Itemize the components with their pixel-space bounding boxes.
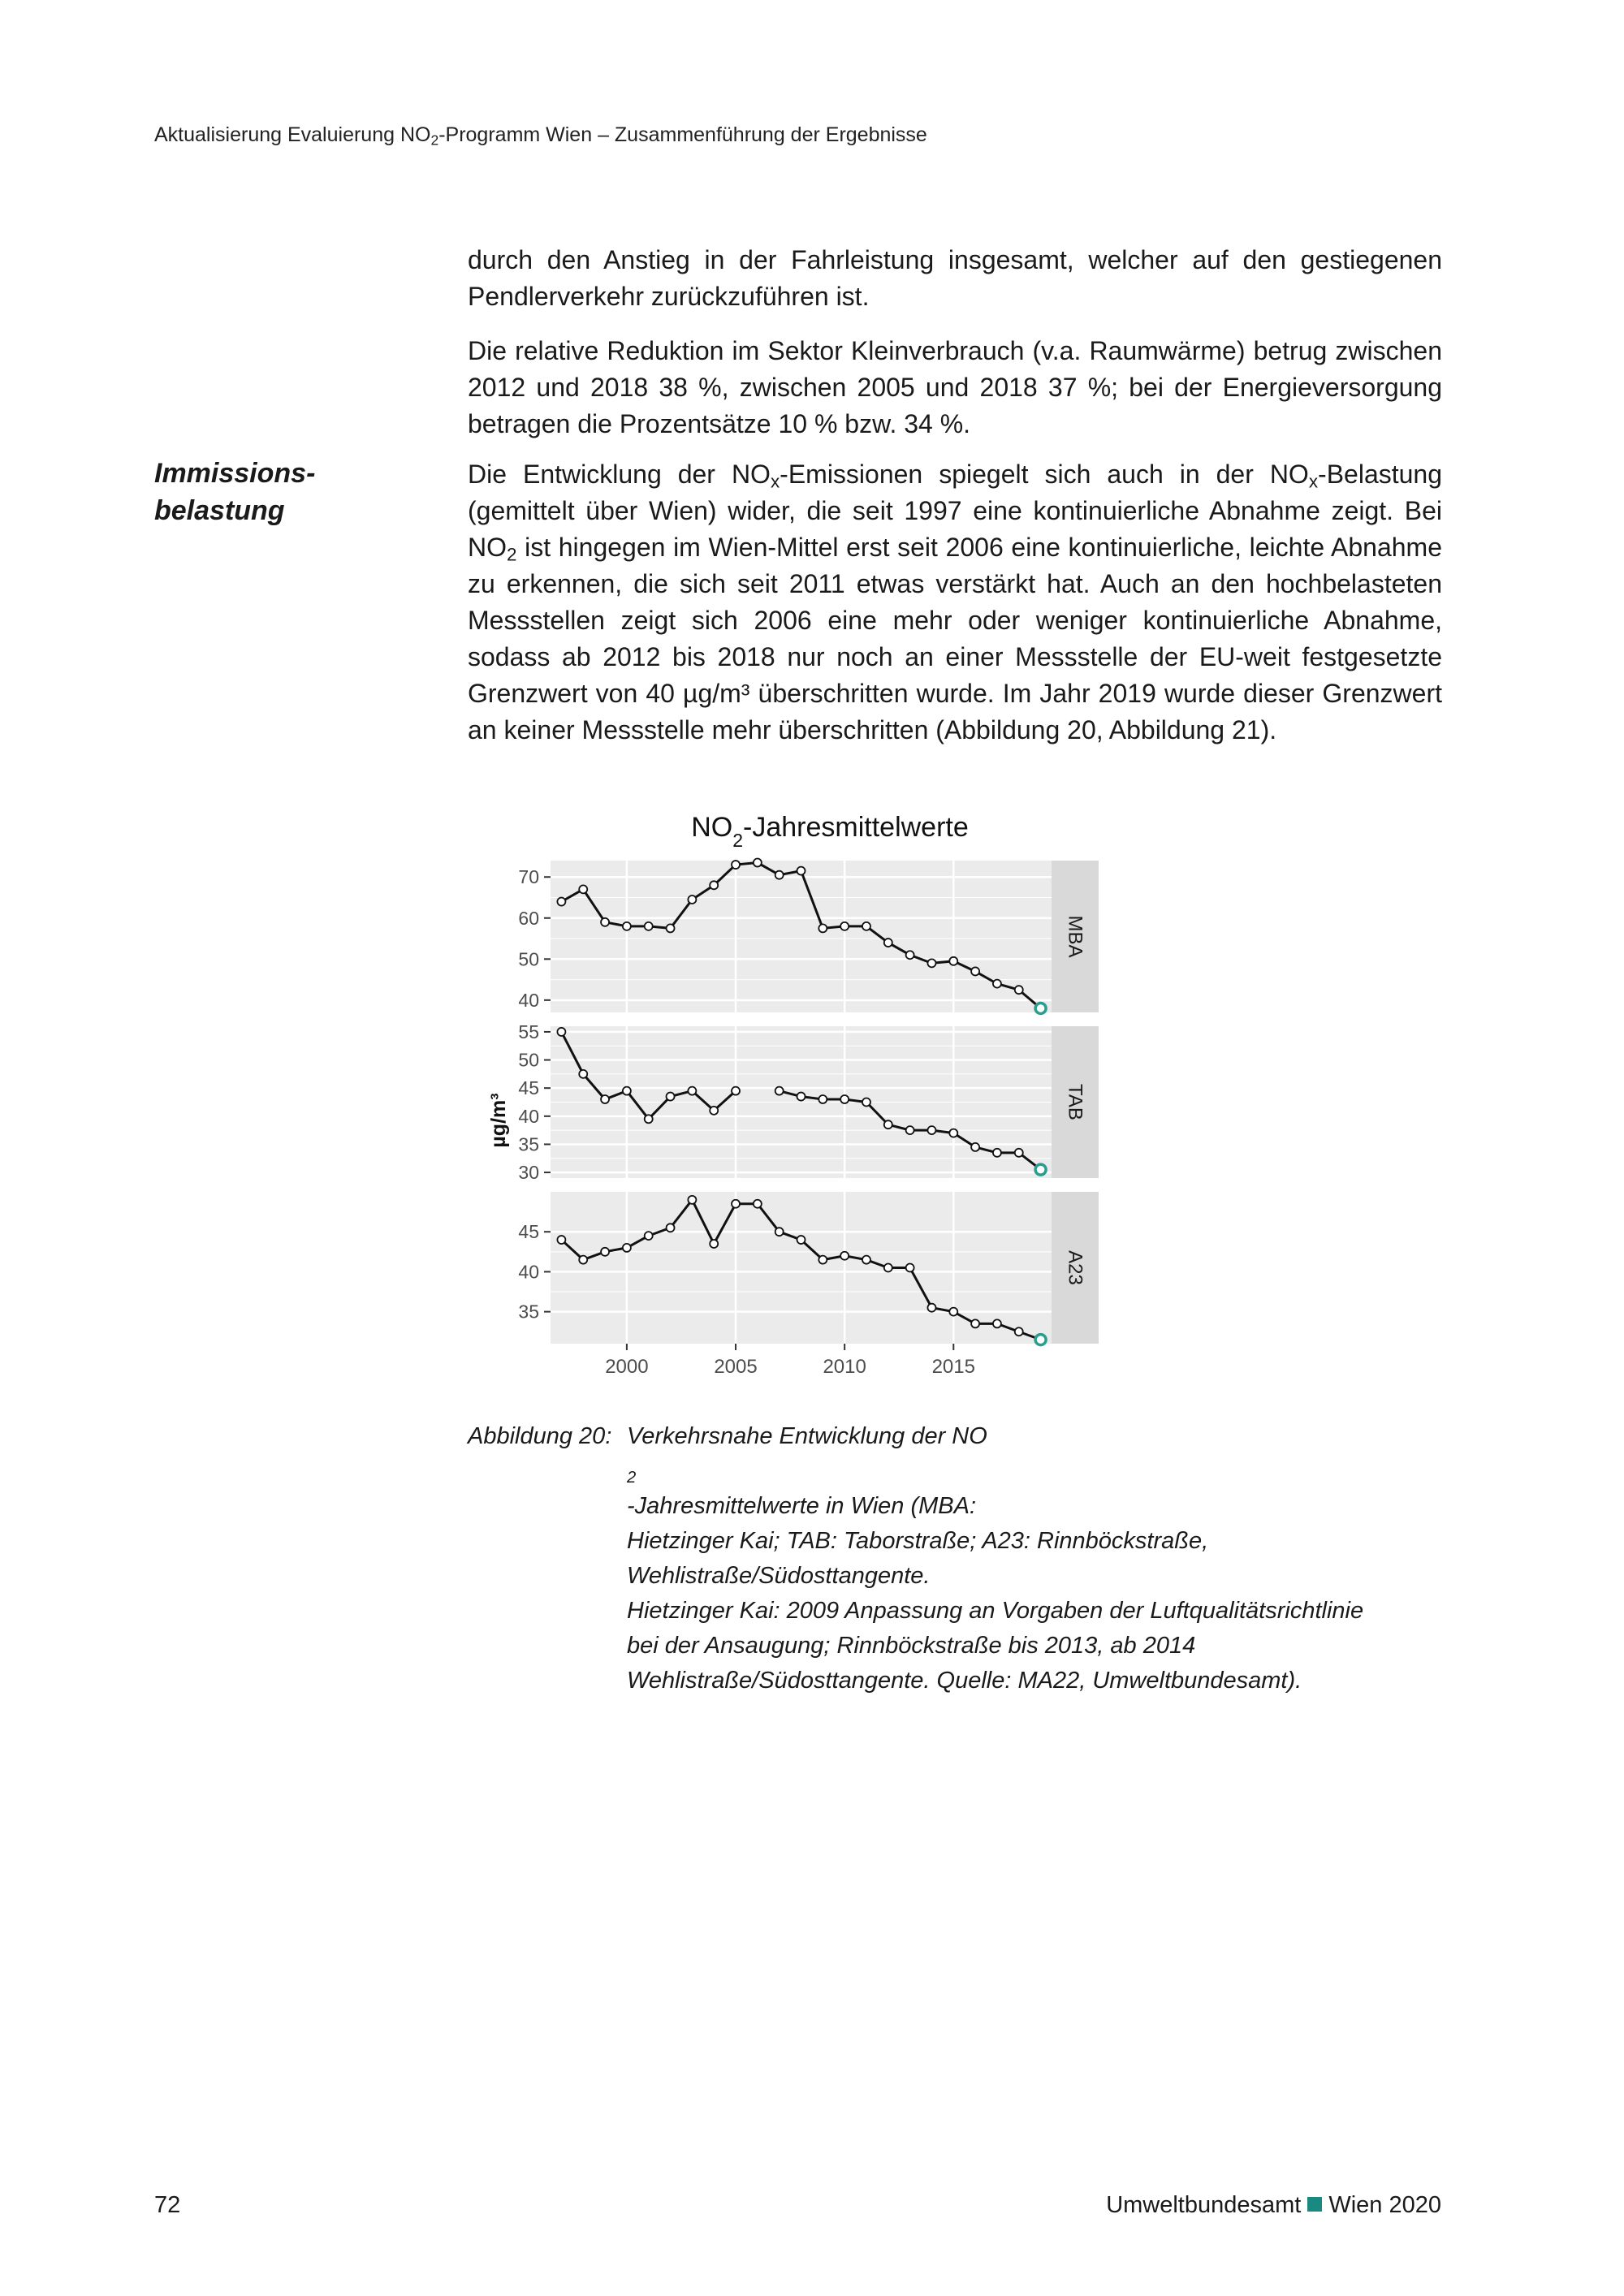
data-point-mba: [993, 980, 1001, 988]
no2-chart: [455, 800, 1153, 1384]
y-tick-label-a23: 40: [518, 1261, 539, 1283]
chart-panels: [518, 859, 1099, 1378]
data-point-a23: [688, 1196, 696, 1204]
data-point-tab: [579, 1070, 587, 1078]
caption-line-5: bei der Ansaugung; Rinnböckstraße bis 2013, ab 2014: [627, 1633, 1196, 1659]
margin-heading: [154, 455, 398, 529]
data-point-a23: [667, 1224, 675, 1232]
data-point-a23: [645, 1232, 653, 1240]
paragraph-2: Die relative Reduktion im Sektor Kleinverbrauch (v.a. Raumwärme) betrug zwischen 2012 und 2018 38 %, zwischen 2005 und 2018 37 %; bei der Energieversorgung betragen die Prozentsätze 10 % bzw. 34 %.: [468, 336, 1442, 438]
y-tick-label-mba: 70: [518, 866, 539, 888]
page-number: 72: [154, 2192, 181, 2218]
data-point-mba: [579, 885, 587, 893]
data-point-a23: [840, 1252, 849, 1260]
y-tick-label-a23: 45: [518, 1221, 539, 1243]
data-point-tab: [623, 1087, 631, 1095]
data-point-mba: [840, 922, 849, 930]
panel-label-mba: MBA: [1064, 915, 1086, 958]
x-tick-label: 2000: [605, 1356, 649, 1378]
data-point-tab: [862, 1098, 870, 1107]
running-header: [154, 123, 927, 147]
header-text-sub: 2: [430, 132, 439, 149]
p3-sub-d: x: [1308, 471, 1319, 492]
data-point-tab: [840, 1095, 849, 1103]
data-point-mba: [818, 924, 827, 932]
data-point-mba: [557, 898, 565, 906]
data-point-mba: [623, 922, 631, 930]
data-point-mba: [797, 867, 806, 875]
y-tick-label-mba: 50: [518, 948, 539, 970]
data-point-mba: [775, 871, 784, 879]
data-point-a23: [601, 1248, 609, 1256]
caption-text: [627, 1419, 1442, 1698]
data-point-tab: [557, 1028, 565, 1036]
data-point-tab: [884, 1120, 892, 1129]
data-point-mba: [688, 896, 696, 904]
data-point-a23: [1015, 1327, 1023, 1336]
caption-line-1b: 2: [627, 1469, 637, 1487]
y-tick-label-a23: 35: [518, 1301, 539, 1323]
data-point-a23: [949, 1308, 957, 1316]
data-point-tab: [993, 1149, 1001, 1157]
data-point-a23: [862, 1256, 870, 1264]
caption-line-1a: Verkehrsnahe Entwicklung der NO: [627, 1423, 987, 1449]
square-icon: [1307, 2197, 1322, 2212]
data-point-mba: [710, 881, 718, 889]
data-point-a23: [906, 1264, 914, 1272]
chart-svg: [455, 800, 1153, 1384]
data-point-mba: [1035, 1003, 1046, 1013]
chart-title-sub: 2: [732, 830, 744, 851]
margin-heading-line2: belastung: [154, 495, 285, 526]
data-point-tab: [688, 1087, 696, 1095]
caption-line-2: Hietzinger Kai; TAB: Taborstraße; A23: Rinnböckstraße,: [627, 1528, 1209, 1554]
data-point-a23: [971, 1319, 979, 1327]
paragraph-3: [468, 456, 1442, 749]
p3-part-g: ist hingegen im Wien-Mittel erst seit 2006 eine kontinuierliche, leichte Abnahme zu erkennen, die sich seit 2011 etwas verstärkt hat. Auch an den hochbelasteten Messstellen zeigt sich 2006 eine mehr oder weniger kontinuierliche Abnahme, sodass ab 2012 bis 2018 nur noch an einer Messstelle der EU-weit festgesetzte Grenzwert von 40 µg/m³ überschritten wurde. Im Jahr 2019 wurde dieser Grenzwert an keiner Messstelle mehr überschritten (Abbildung 20, Abbildung 21).: [468, 533, 1442, 744]
data-point-tab: [710, 1107, 718, 1115]
chart-title-main: NO: [691, 812, 733, 843]
data-point-tab: [645, 1115, 653, 1123]
data-point-tab: [971, 1143, 979, 1151]
y-tick-label-tab: 35: [518, 1133, 539, 1155]
x-tick-label: 2010: [823, 1356, 866, 1378]
data-point-mba: [927, 959, 935, 967]
paragraph-1: durch den Anstieg in der Fahrleistung insgesamt, welcher auf den gestiegenen Pendlerverkehr zurückzuführen ist.: [468, 245, 1442, 311]
data-point-mba: [754, 859, 762, 867]
paragraph-2-block: [468, 333, 1442, 442]
margin-heading-line1: Immissions-: [154, 458, 316, 489]
p3-part-a: Die Entwicklung der NO: [468, 460, 771, 489]
data-point-mba: [601, 918, 609, 926]
data-point-a23: [579, 1256, 587, 1264]
data-point-tab: [1015, 1149, 1023, 1157]
caption-label: Abbildung 20:: [468, 1423, 612, 1449]
footer-place-year: Wien 2020: [1328, 2192, 1441, 2218]
data-point-a23: [1035, 1335, 1046, 1345]
caption-line-6: Wehlistraße/Südosttangente. Quelle: MA22, Umweltbundesamt).: [627, 1668, 1302, 1694]
y-tick-label-tab: 40: [518, 1105, 539, 1127]
data-point-a23: [797, 1236, 806, 1244]
chart-title-rest: -Jahresmittelwerte: [743, 812, 969, 843]
data-point-a23: [993, 1319, 1001, 1327]
panel-label-a23: A23: [1064, 1250, 1086, 1285]
data-point-mba: [906, 951, 914, 959]
y-tick-label-tab: 45: [518, 1077, 539, 1099]
data-point-a23: [927, 1304, 935, 1312]
data-point-mba: [971, 967, 979, 975]
data-point-tab: [927, 1126, 935, 1134]
p3-part-e: -Belastung (gemittelt über Wien) wider, die seit 1997 eine kontinuierliche Abnahme zeigt. Bei NO: [468, 460, 1443, 562]
data-point-mba: [645, 922, 653, 930]
data-point-a23: [557, 1236, 565, 1244]
data-point-mba: [884, 939, 892, 947]
panel-background-mba: [551, 861, 1052, 1012]
data-point-tab: [949, 1129, 957, 1137]
data-point-mba: [732, 861, 740, 869]
header-text-pre: Aktualisierung Evaluierung NO: [154, 123, 431, 146]
y-tick-label-tab: 55: [518, 1021, 539, 1042]
data-point-a23: [818, 1256, 827, 1264]
data-point-a23: [775, 1228, 784, 1236]
data-point-tab: [1035, 1164, 1046, 1175]
paragraph-1-block: [468, 242, 1442, 315]
x-tick-label: 2005: [714, 1356, 758, 1378]
data-point-mba: [862, 922, 870, 930]
paragraph-3-block: [468, 456, 1442, 749]
y-tick-label-mba: 40: [518, 989, 539, 1011]
p3-sub-f: 2: [507, 544, 517, 565]
header-text-post: -Programm Wien – Zusammenführung der Ergebnisse: [438, 123, 927, 146]
y-tick-label-tab: 30: [518, 1162, 539, 1184]
data-point-tab: [797, 1093, 806, 1101]
data-point-mba: [1015, 986, 1023, 994]
figure-caption: [468, 1419, 1442, 1698]
data-point-tab: [818, 1095, 827, 1103]
data-point-a23: [732, 1200, 740, 1208]
footer-publisher-name: Umweltbundesamt: [1106, 2192, 1302, 2218]
data-point-a23: [710, 1240, 718, 1248]
data-point-tab: [667, 1093, 675, 1101]
p3-sub-b: x: [770, 471, 780, 492]
caption-line-1c: -Jahresmittelwerte in Wien (MBA:: [627, 1493, 977, 1519]
caption-line-1: [627, 1419, 1442, 1524]
data-point-a23: [623, 1244, 631, 1252]
caption-line-4: Hietzinger Kai: 2009 Anpassung an Vorgaben der Luftqualitätsrichtlinie: [627, 1598, 1364, 1624]
data-point-a23: [754, 1200, 762, 1208]
y-tick-label-mba: 60: [518, 907, 539, 929]
x-tick-label: 2015: [931, 1356, 975, 1378]
data-point-mba: [667, 924, 675, 932]
data-point-tab: [732, 1087, 740, 1095]
caption-line-3: Wehlistraße/Südosttangente.: [627, 1563, 931, 1589]
data-point-tab: [775, 1087, 784, 1095]
data-point-tab: [601, 1095, 609, 1103]
data-point-a23: [884, 1264, 892, 1272]
data-point-mba: [949, 957, 957, 965]
data-point-tab: [906, 1126, 914, 1134]
panel-label-tab: TAB: [1064, 1084, 1086, 1120]
chart-title: [691, 812, 969, 851]
chart-y-axis-label: µg/m³: [487, 1093, 510, 1148]
footer-publisher: [1106, 2192, 1441, 2219]
p3-part-c: -Emissionen spiegelt sich auch in der NO: [780, 460, 1309, 489]
y-tick-label-tab: 50: [518, 1049, 539, 1071]
